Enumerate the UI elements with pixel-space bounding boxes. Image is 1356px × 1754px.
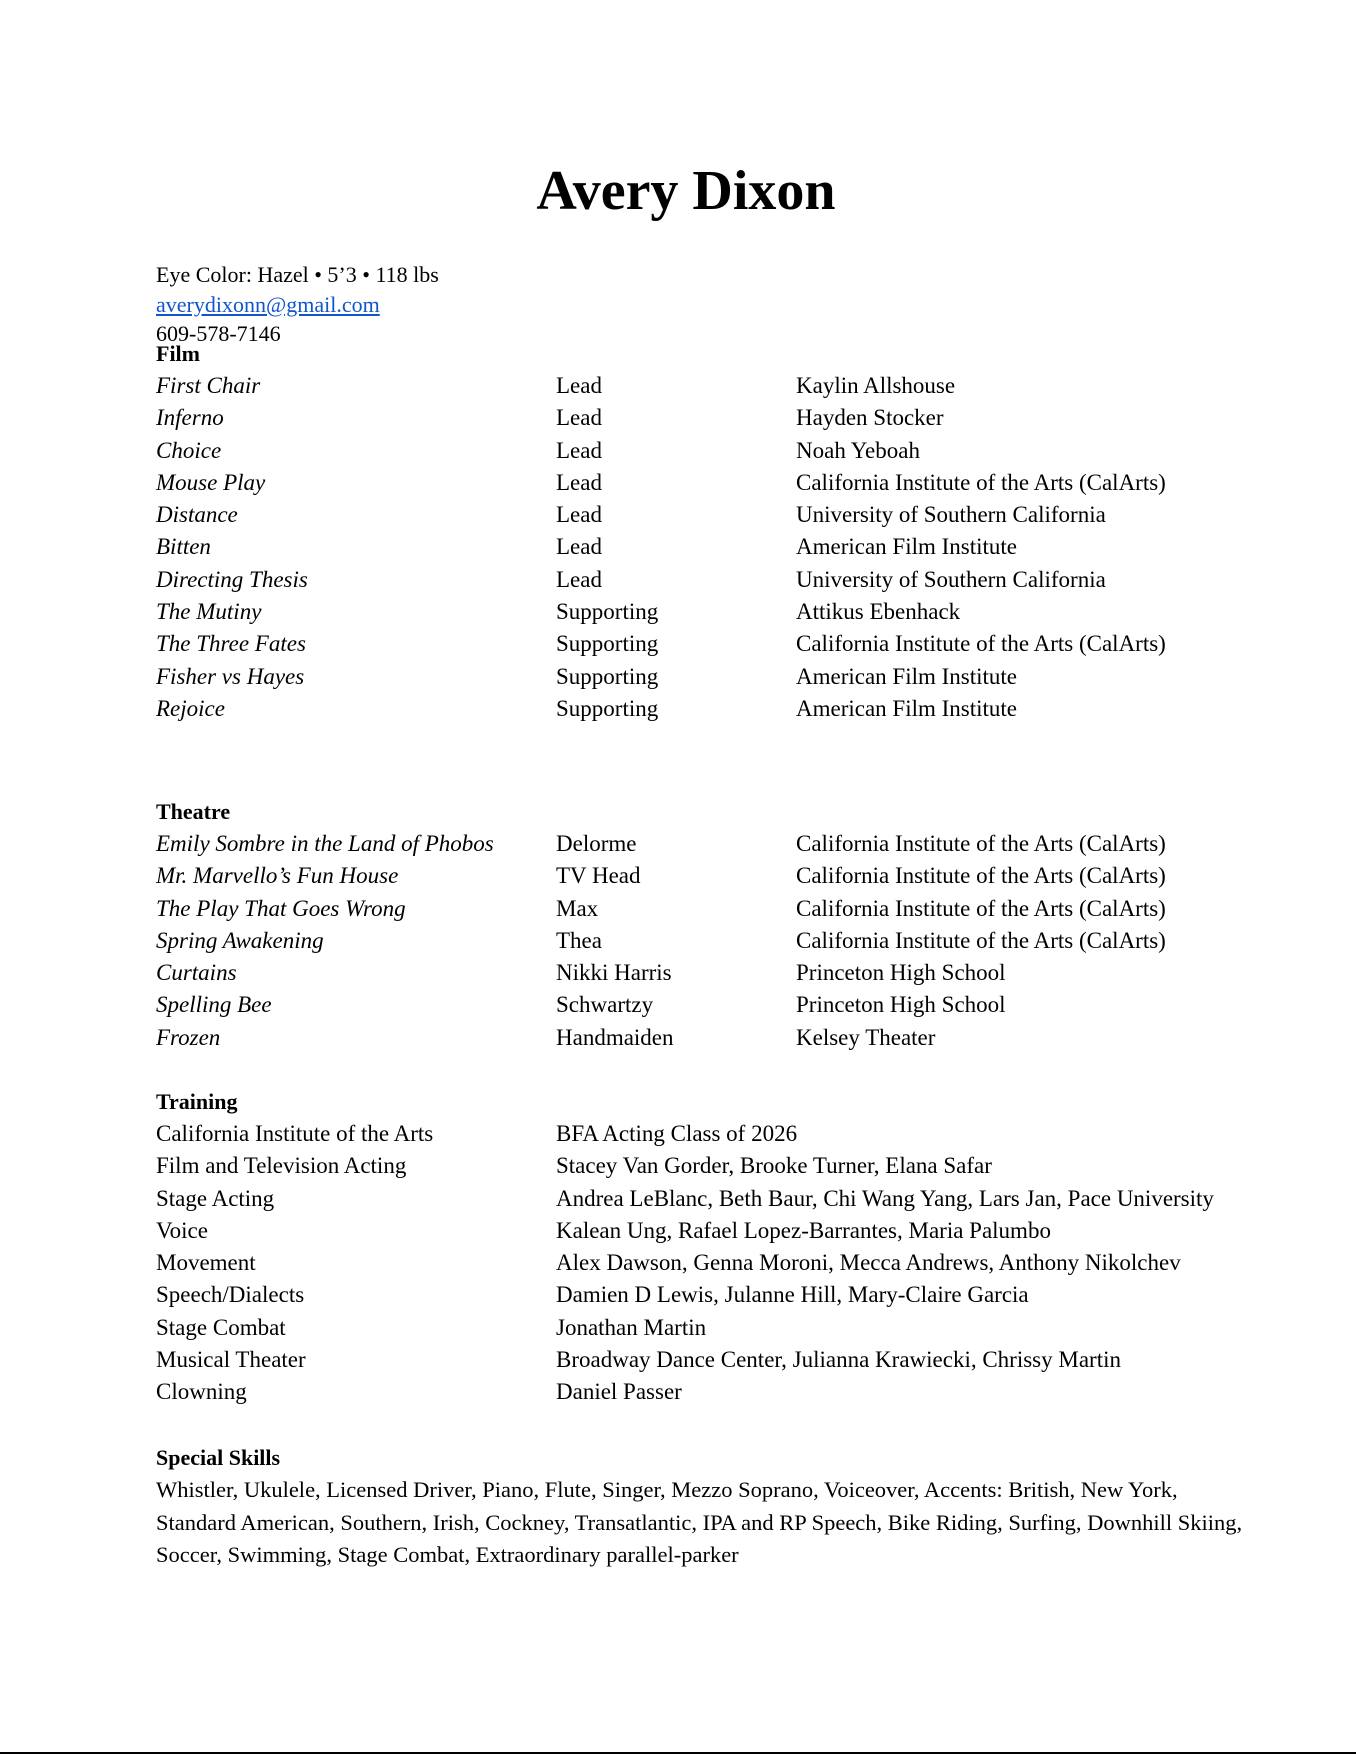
film-section-title: Film (156, 341, 200, 366)
film-role: Lead (556, 405, 602, 431)
training-row (156, 1247, 1256, 1279)
training-area: Speech/Dialects (156, 1282, 305, 1308)
theatre-row (156, 989, 1256, 1021)
film-credits-list (156, 370, 1256, 725)
film-project-title: Fisher vs Hayes (156, 663, 305, 689)
film-company: American Film Institute (796, 695, 1018, 721)
email-link[interactable]: averydixonn@gmail.com (156, 291, 380, 317)
theatre-role: Max (556, 895, 599, 921)
physical-stats: Eye Color: Hazel • 5’3 • 118 lbs (156, 262, 439, 287)
film-company: University of Southern California (796, 502, 1106, 528)
training-row (156, 1376, 1256, 1408)
training-area: California Institute of the Arts (156, 1121, 434, 1146)
training-detail: Broadway Dance Center, Julianna Krawiecki, Chrissy Martin (556, 1347, 1121, 1373)
theatre-credits-list (156, 828, 1256, 1054)
theatre-role: Nikki Harris (556, 960, 672, 986)
theatre-company: California Institute of the Arts (CalArts) (796, 927, 1166, 953)
theatre-role: Delorme (556, 831, 637, 856)
theatre-section-title: Theatre (156, 799, 231, 824)
film-row (156, 531, 1256, 563)
film-role: Supporting (556, 599, 659, 625)
theatre-project-title: Frozen (156, 1024, 221, 1050)
training-detail: Daniel Passer (556, 1379, 682, 1405)
film-company: California Institute of the Arts (CalArts) (796, 469, 1166, 495)
film-role: Supporting (556, 663, 659, 689)
film-company: Hayden Stocker (796, 405, 944, 431)
training-list (156, 1118, 1256, 1409)
training-row (156, 1279, 1256, 1311)
skills-section-title: Special Skills (156, 1445, 281, 1470)
training-area: Movement (156, 1250, 256, 1276)
theatre-role: TV Head (556, 863, 641, 889)
theatre-company: Kelsey Theater (796, 1024, 936, 1050)
skills-text: Whistler, Ukulele, Licensed Driver, Piano, Flute, Singer, Mezzo Soprano, Voiceover, Accents: British, New York, Standard American, Southern, Irish, Cockney, Transatlantic, IPA and RP Speech, Bike Riding, Surfing, Downhill Skiing, Soccer, Swimming, Stage Combat, Extraordinary parallel-parker (156, 1477, 1243, 1567)
theatre-project-title: Curtains (156, 960, 237, 986)
film-company: University of Southern California (796, 566, 1106, 592)
film-row (156, 467, 1256, 499)
film-row (156, 628, 1256, 660)
theatre-project-title: Emily Sombre in the Land of Phobos (156, 831, 494, 856)
training-detail: Jonathan Martin (556, 1314, 707, 1340)
training-detail: Kalean Ung, Rafael Lopez-Barrantes, Maria Palumbo (556, 1217, 1051, 1243)
film-project-title: Inferno (156, 405, 224, 431)
training-section-title: Training (156, 1089, 238, 1114)
film-row (156, 596, 1256, 628)
theatre-role: Handmaiden (556, 1024, 674, 1050)
film-row (156, 435, 1256, 467)
film-role: Lead (556, 469, 602, 495)
film-company: Attikus Ebenhack (796, 599, 961, 625)
training-row (156, 1183, 1256, 1215)
training-area: Stage Combat (156, 1314, 286, 1340)
theatre-project-title: Spring Awakening (156, 927, 324, 953)
theatre-role: Schwartzy (556, 992, 654, 1018)
film-role: Lead (556, 534, 602, 560)
training-area: Clowning (156, 1379, 247, 1405)
film-row (156, 693, 1256, 725)
film-row (156, 370, 1256, 402)
film-row (156, 499, 1256, 531)
training-area: Film and Television Acting (156, 1153, 407, 1179)
film-role: Lead (556, 566, 602, 592)
theatre-role: Thea (556, 927, 602, 953)
film-project-title: Directing Thesis (156, 566, 308, 592)
film-company: California Institute of the Arts (CalArts) (796, 631, 1166, 657)
theatre-company: California Institute of the Arts (CalArts) (796, 831, 1166, 856)
theatre-row (156, 893, 1256, 925)
film-role: Supporting (556, 695, 659, 721)
training-area: Voice (156, 1217, 208, 1243)
theatre-company: Princeton High School (796, 992, 1006, 1018)
training-row (156, 1118, 1256, 1150)
film-project-title: Distance (156, 502, 238, 528)
film-project-title: First Chair (156, 373, 261, 398)
skills-section (156, 1442, 1256, 1572)
theatre-row (156, 828, 1256, 860)
theatre-row (156, 957, 1256, 989)
training-detail: BFA Acting Class of 2026 (556, 1121, 798, 1146)
theatre-project-title: Spelling Bee (156, 992, 272, 1018)
training-row (156, 1150, 1256, 1182)
training-detail: Stacey Van Gorder, Brooke Turner, Elana Safar (556, 1153, 992, 1179)
film-row (156, 661, 1256, 693)
film-project-title: Mouse Play (156, 469, 266, 495)
film-company: Noah Yeboah (796, 437, 920, 463)
training-section (156, 1086, 1256, 1409)
theatre-company: California Institute of the Arts (CalArts) (796, 863, 1166, 889)
training-detail: Andrea LeBlanc, Beth Baur, Chi Wang Yang, Lars Jan, Pace University (556, 1185, 1214, 1211)
film-company: American Film Institute (796, 534, 1018, 560)
film-project-title: The Three Fates (156, 631, 306, 657)
training-area: Stage Acting (156, 1185, 275, 1211)
theatre-company: Princeton High School (796, 960, 1006, 986)
film-role: Lead (556, 437, 602, 463)
training-row (156, 1215, 1256, 1247)
film-project-title: Bitten (156, 534, 211, 560)
training-row (156, 1312, 1256, 1344)
film-role: Lead (556, 373, 602, 398)
theatre-row (156, 860, 1256, 892)
film-section (156, 338, 1256, 725)
film-company: Kaylin Allshouse (796, 373, 956, 398)
theatre-project-title: The Play That Goes Wrong (156, 895, 406, 921)
theatre-project-title: Mr. Marvello’s Fun House (156, 863, 399, 889)
training-area: Musical Theater (156, 1347, 306, 1373)
theatre-row (156, 925, 1256, 957)
film-role: Lead (556, 502, 602, 528)
film-row (156, 402, 1256, 434)
resume-name: Avery Dixon (536, 160, 836, 222)
training-row (156, 1344, 1256, 1376)
film-company: American Film Institute (796, 663, 1018, 689)
film-project-title: Choice (156, 437, 222, 463)
training-detail: Alex Dawson, Genna Moroni, Mecca Andrews, Anthony Nikolchev (556, 1250, 1181, 1276)
film-project-title: Rejoice (156, 695, 225, 721)
theatre-row (156, 1022, 1256, 1054)
training-detail: Damien D Lewis, Julanne Hill, Mary-Claire Garcia (556, 1282, 1029, 1308)
film-project-title: The Mutiny (156, 599, 262, 625)
phone-number: 609-578-7146 (156, 321, 281, 346)
film-role: Supporting (556, 631, 659, 657)
film-row (156, 564, 1256, 596)
theatre-company: California Institute of the Arts (CalArts) (796, 895, 1166, 921)
theatre-section (156, 796, 1256, 1054)
contact-info (156, 260, 439, 349)
